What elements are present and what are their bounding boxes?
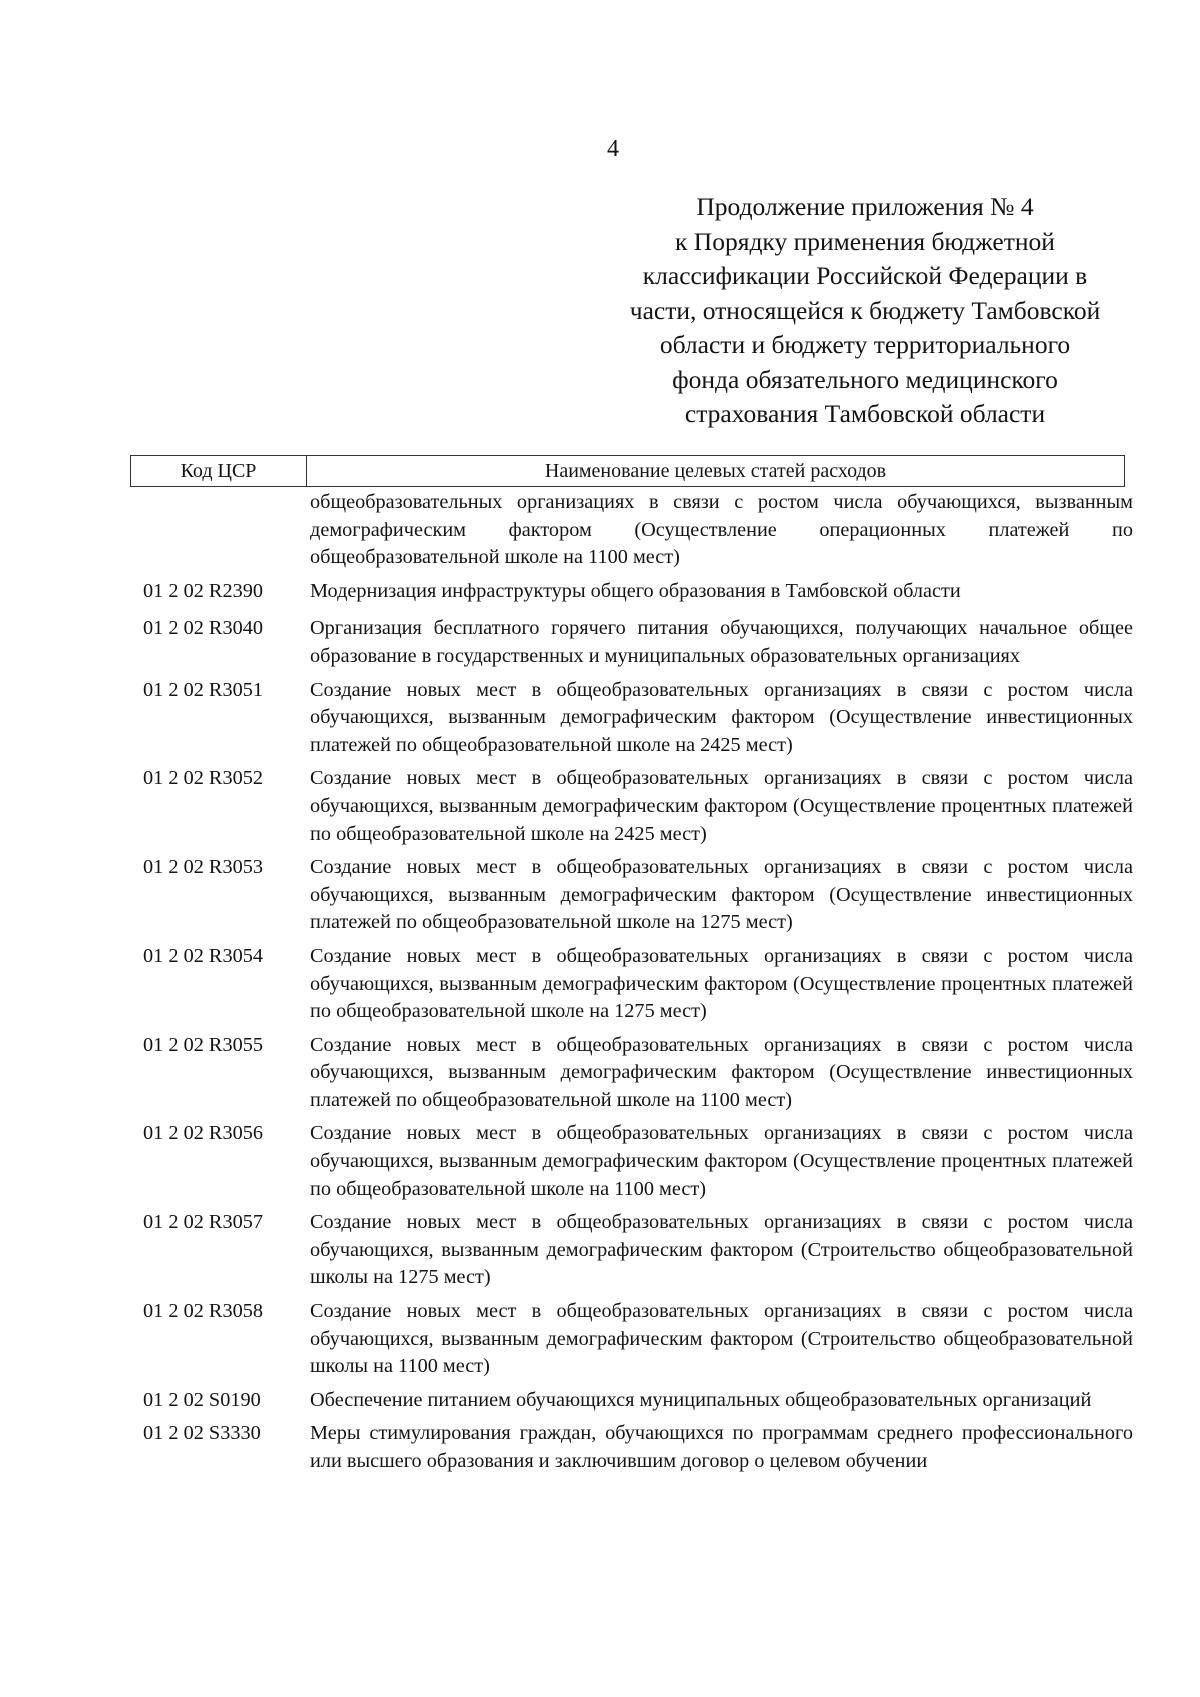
row-code: 01 2 02 R3056 xyxy=(143,1122,264,1145)
table-row xyxy=(143,1032,1133,1115)
column-header-code: Код ЦСР xyxy=(131,456,307,486)
row-name: Организация бесплатного горячего питания обучающихся, получающих начальное общее образование в государственных и муниципальных образовательных организациях xyxy=(310,617,1133,667)
row-name: Создание новых мест в общеобразовательных организациях в связи с ростом числа обучающихся, вызванным демографическим фактором (Строительство общеобразовательной школы на 1100 мест) xyxy=(310,1300,1133,1378)
table-row xyxy=(143,677,1133,760)
table-row xyxy=(143,1298,1133,1381)
row-code: 01 2 02 S3330 xyxy=(143,1422,261,1445)
row-code: 01 2 02 R3052 xyxy=(143,767,264,790)
row-name: Создание новых мест в общеобразовательных организациях в связи с ростом числа обучающихся, вызванным демографическим фактором (Строительство общеобразовательной школы на 1275 мест) xyxy=(310,1211,1133,1289)
table-row-continuation xyxy=(143,489,1133,572)
table-row xyxy=(143,1420,1133,1475)
row-code: 01 2 02 R3051 xyxy=(143,678,264,701)
heading-line: Продолжение приложения № 4 xyxy=(696,192,1034,221)
heading-line: фонда обязательного медицинского xyxy=(672,364,1058,394)
table-row xyxy=(143,578,1133,606)
heading-line: части, относящейся к бюджету Тамбовской xyxy=(629,295,1101,325)
table-row xyxy=(143,1209,1133,1292)
table-body xyxy=(143,489,1133,1476)
row-name: Создание новых мест в общеобразовательных организациях в связи с ростом числа обучающихся, вызванным демографическим фактором (Осуществление процентных платежей по общеобразовательной школе на 1275 мест) xyxy=(310,944,1133,1023)
column-header-name: Наименование целевых статей расходов xyxy=(544,459,887,482)
row-code xyxy=(143,489,310,572)
row-code: 01 2 02 R3057 xyxy=(143,1211,264,1234)
table-row xyxy=(143,765,1133,848)
heading-line: классификации Российской Федерации в xyxy=(642,261,1088,290)
page-number: 4 xyxy=(607,136,619,162)
row-name: Модернизация инфраструктуры общего образования в Тамбовской области xyxy=(310,579,961,602)
row-code: 01 2 02 R3054 xyxy=(143,944,264,967)
row-code: 01 2 02 S0190 xyxy=(143,1388,261,1411)
row-name: Меры стимулирования граждан, обучающихся по программам среднего профессионального или высшего образования и заключившим договор о целевом обучении xyxy=(310,1422,1133,1472)
table-header xyxy=(130,455,1125,487)
row-name: Обеспечение питанием обучающихся муниципальных общеобразовательных организаций xyxy=(310,1388,1092,1411)
table-row xyxy=(143,943,1133,1026)
row-name: Создание новых мест в общеобразовательных организациях в связи с ростом числа обучающихся, вызванным демографическим фактором (Осуществление инвестиционных платежей по общеобразовательной школе на 2425 мест) xyxy=(310,678,1133,756)
heading-line: области и бюджету территориального xyxy=(659,330,1071,359)
row-name: Создание новых мест в общеобразовательных организациях в связи с ростом числа обучающихся, вызванным демографическим фактором (Осуществление инвестиционных платежей по общеобразовательной школе на 1275 мест) xyxy=(310,856,1133,934)
row-code: 01 2 02 R3040 xyxy=(143,617,264,640)
row-code: 01 2 02 R3053 xyxy=(143,856,264,879)
table-row xyxy=(143,1120,1133,1203)
table-row xyxy=(143,1387,1133,1415)
row-name: Создание новых мест в общеобразовательных организациях в связи с ростом числа обучающихся, вызванным демографическим фактором (Осуществление инвестиционных платежей по общеобразовательной школе на 1100 мест) xyxy=(310,1033,1133,1111)
table-row xyxy=(143,854,1133,937)
row-name: общеобразовательных организациях в связи с ростом числа обучающихся, вызванным демографическим фактором (Осуществление операционных платежей по общеобразовательной школе на 1100 мест) xyxy=(310,491,1133,569)
table-row xyxy=(143,615,1133,670)
appendix-heading xyxy=(595,190,1135,432)
row-name: Создание новых мест в общеобразовательных организациях в связи с ростом числа обучающихся, вызванным демографическим фактором (Осуществление процентных платежей по общеобразовательной школе на 1100 мест) xyxy=(310,1122,1133,1200)
row-code: 01 2 02 R3055 xyxy=(143,1033,264,1056)
row-code: 01 2 02 R2390 xyxy=(143,579,264,602)
row-name: Создание новых мест в общеобразовательных организациях в связи с ростом числа обучающихся, вызванным демографическим фактором (Осуществление процентных платежей по общеобразовательной школе на 2425 мест) xyxy=(310,767,1133,845)
heading-line: страхования Тамбовской области xyxy=(684,399,1046,428)
heading-line: к Порядку применения бюджетной xyxy=(675,226,1055,256)
row-code: 01 2 02 R3058 xyxy=(143,1300,264,1323)
